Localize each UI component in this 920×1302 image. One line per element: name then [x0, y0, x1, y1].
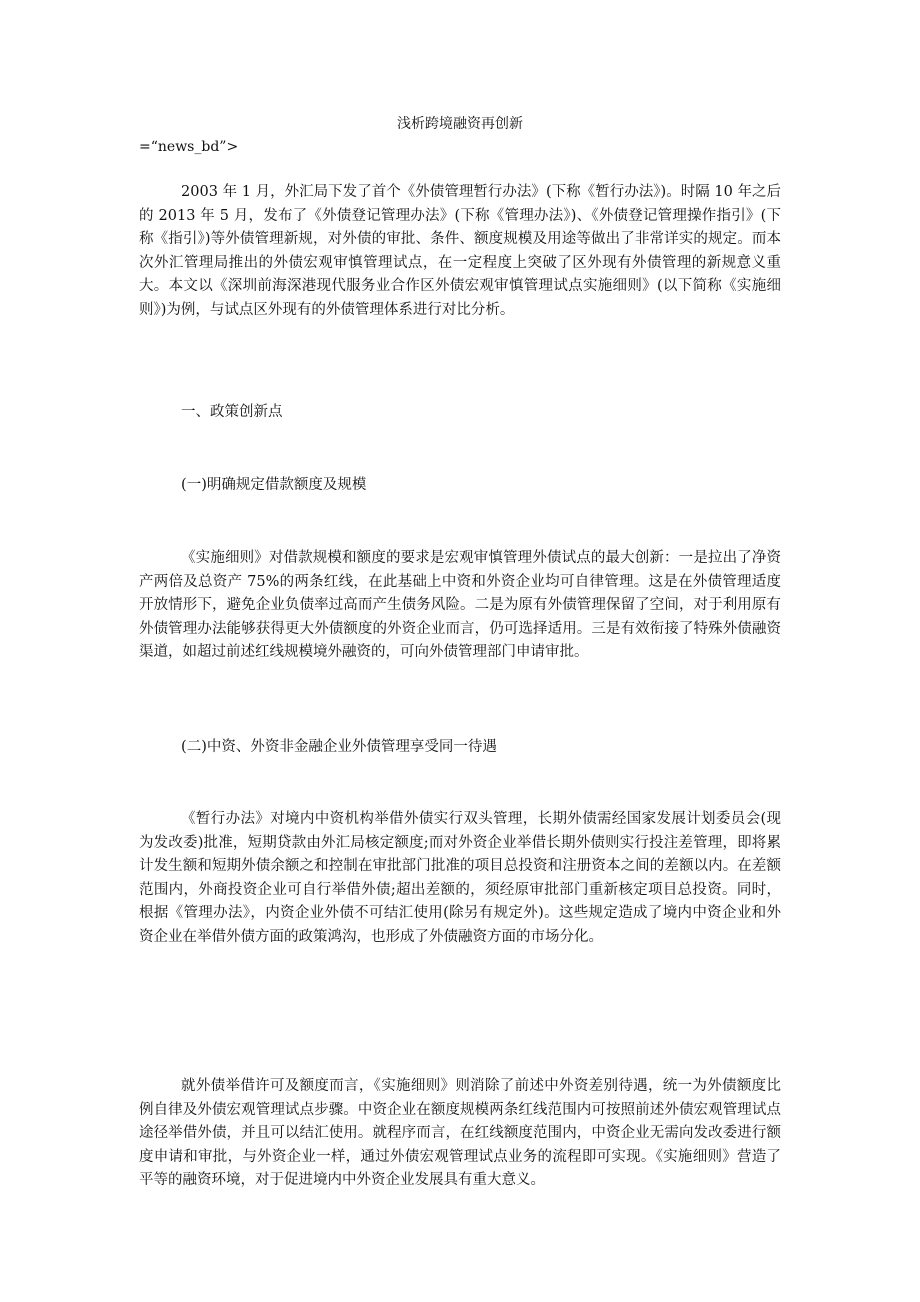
intro-paragraph: 2003 年 1 月，外汇局下发了首个《外债管理暂行办法》(下称《暂行办法》)。时隔 10 年之后的 2013 年 5 月，发布了《外债登记管理办法》(下称《管理办法》)、《外债登记管理操作指引》(下称《指引》)等外债管理新规，对外债的审批、条件、额度规模及用途等做出了非常详实的规定。而本次外汇管理局推出的外债宏观审慎管理试点，在一定程度上突破了区外现有外债管理的新规意义重大。本文以《深圳前海深港现代服务业合作区外债宏观审慎管理试点实施细则》(以下简称《实施细则》)为例，与试点区外现有的外债管理体系进行对比分析。	[139, 184, 781, 318]
interim-measures-paragraph: 《暂行办法》对境内中资机构举借外债实行双头管理，长期外债需经国家发展计划委员会(现为发改委)批准，短期贷款由外汇局核定额度;而对外资企业举借长期外债则实行投注差管理，即将累计发生额和短期外债余额之和控制在审批部门批准的项目总投资和注册资本之间的差额以内。在差额范围内，外商投资企业可自行举借外债;超出差额的，须经原审批部门重新核定项目总投资。同时，根据《管理办法》，内资企业外债不可结汇使用(除另有规定外)。这些规定造成了境内中资企业和外资企业在举借外债方面的政策鸿沟，也形成了外债融资方面的市场分化。	[139, 811, 781, 945]
borrowing-quota-paragraph: 《实施细则》对借款规模和额度的要求是宏观审慎管理外债试点的最大创新：一是拉出了净资产两倍及总资产 75%的两条红线，在此基础上中资和外资企业均可自律管理。这是在外债管理适度开放情形下，避免企业负债率过高而产生债务风险。二是为原有外债管理保留了空间，对于利用原有外债管理办法能够获得更大外债额度的外资企业而言，仍可选择适用。三是有效衔接了特殊外债融资渠道，如超过前述红线规模境外融资的，可向外债管理部门申请审批。	[139, 550, 781, 660]
markup-artifact-text: =“news_bd”>	[139, 139, 239, 155]
section-heading-policy-innovation: 一、政策创新点	[181, 404, 283, 420]
document-title: 浅析跨境融资再创新	[397, 116, 523, 132]
implementation-rules-paragraph: 就外债举借许可及额度而言，《实施细则》则消除了前述中外资差别待遇，统一为外债额度比例自律及外债宏观管理试点步骤。中资企业在额度规模两条红线范围内可按照前述外债宏观管理试点途径举借外债，并且可以结汇使用。就程序而言，在红线额度范围内，中资企业无需向发改委进行额度申请和审批，与外资企业一样，通过外债宏观管理试点业务的流程即可实现。《实施细则》营造了平等的融资环境，对于促进境内中外资企业发展具有重大意义。	[139, 1078, 781, 1188]
subsection-heading-borrowing-quota: (一)明确规定借款额度及规模	[181, 477, 367, 493]
subsection-heading-equal-treatment: (二)中资、外资非金融企业外债管理享受同一待遇	[181, 739, 497, 755]
